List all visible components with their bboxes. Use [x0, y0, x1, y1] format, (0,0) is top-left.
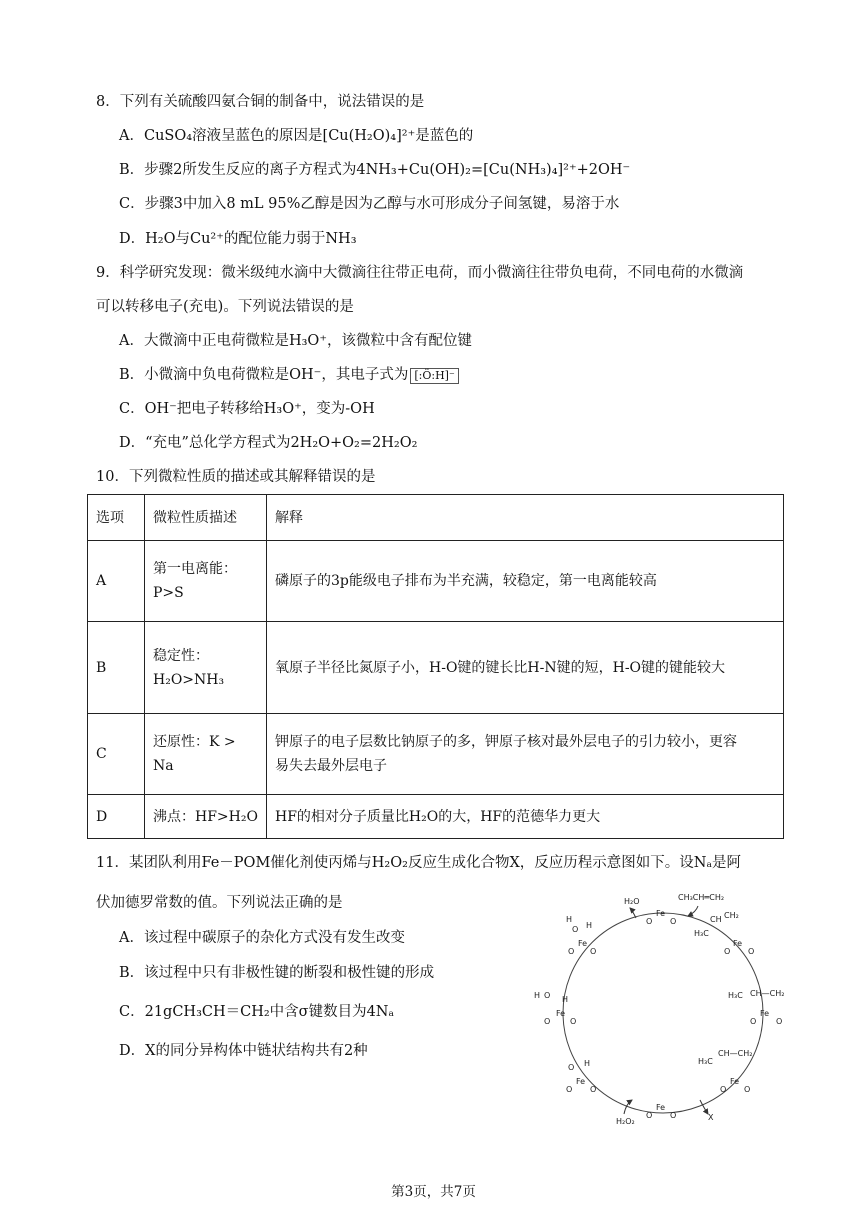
q11-option-a: A．该过程中碳原子的杂化方式没有发生改变: [119, 930, 405, 946]
svg-text:CH—CH₂: CH—CH₂: [750, 989, 785, 998]
fe-left: Fe: [556, 1009, 566, 1018]
q11-option-c: C．21gCH₃CH＝CH₂中含σ键数目为4Nₐ: [119, 1004, 395, 1020]
fe-lower-right: Fe: [730, 1077, 740, 1086]
row-option: C: [88, 714, 145, 795]
svg-text:O: O: [724, 947, 731, 956]
svg-text:O: O: [572, 925, 579, 934]
propene-label: CH₃CH═CH₂: [678, 893, 725, 902]
row-explanation: 磷原子的3p能级电子排布为半充满，较稳定，第一电离能较高: [267, 541, 784, 622]
row-description: 还原性：K > Na: [145, 714, 267, 795]
table-row: [88, 714, 784, 795]
svg-text:H: H: [586, 921, 593, 930]
svg-text:O: O: [646, 1111, 653, 1120]
svg-text:O: O: [590, 1085, 597, 1094]
fe-lower-left: Fe: [576, 1077, 586, 1086]
q9-option-d: D．“充电”总化学方程式为2H₂O+O₂=2H₂O₂: [119, 435, 418, 451]
svg-text:CH: CH: [710, 915, 722, 924]
row-option: A: [88, 541, 145, 622]
header-option: 选项: [88, 495, 145, 541]
svg-text:H: H: [566, 915, 573, 924]
q9-option-a: A．大微滴中正电荷微粒是H₃O⁺，该微粒中含有配位键: [119, 333, 472, 349]
table-row: [88, 622, 784, 714]
table-row: [88, 541, 784, 622]
q11-stem-line2: 伏加德罗常数的值。下列说法正确的是: [96, 895, 343, 911]
row-description: 稳定性： H₂O>NH₃: [145, 622, 267, 714]
table-header-row: [88, 495, 784, 541]
svg-text:O: O: [750, 1017, 757, 1026]
svg-text:O: O: [776, 1017, 783, 1026]
header-description: 微粒性质描述: [145, 495, 267, 541]
header-explanation: 解释: [267, 495, 784, 541]
row-explanation: HF的相对分子质量比H₂O的大，HF的范德华力更大: [267, 795, 784, 839]
q11-option-b: B．该过程中只有非极性键的断裂和极性键的形成: [119, 965, 435, 981]
table-row: [88, 795, 784, 839]
svg-text:O: O: [544, 991, 551, 1000]
q10-stem: 10．下列微粒性质的描述或其解释错误的是: [96, 469, 376, 485]
svg-text:H₃C: H₃C: [694, 929, 709, 938]
q10-table: [87, 494, 784, 839]
svg-text:O: O: [720, 1085, 727, 1094]
q8-stem: 8．下列有关硫酸四氨合铜的制备中，说法错误的是: [96, 94, 425, 110]
svg-text:O: O: [566, 1085, 573, 1094]
q9-option-b-text: B．小微滴中负电荷微粒是OH⁻，其电子式为: [119, 367, 409, 383]
svg-text:H₃C: H₃C: [698, 1057, 713, 1066]
page-footer: 第3页，共7页: [391, 1184, 476, 1200]
h2o2-label: H₂O₂: [616, 1117, 635, 1126]
q8-option-b: B．步骤2所发生反应的离子方程式为4NH₃+Cu(OH)₂=[Cu(NH₃)₄]²⁺+2OH⁻: [119, 162, 631, 178]
svg-text:O: O: [670, 1111, 677, 1120]
q9-option-b: [119, 365, 459, 385]
electron-formula: [:Ö:H]⁻: [410, 368, 458, 384]
svg-text:O: O: [544, 1017, 551, 1026]
row-option: D: [88, 795, 145, 839]
q8-option-a: A．CuSO₄溶液呈蓝色的原因是[Cu(H₂O)₄]²⁺是蓝色的: [119, 128, 474, 144]
reaction-cycle-diagram: [528, 888, 798, 1138]
fe-right: Fe: [760, 1009, 770, 1018]
row-explanation: 氧原子半径比氮原子小，H-O键的键长比H-N键的短，H-O键的键能较大: [267, 622, 784, 714]
svg-text:CH—CH₂: CH—CH₂: [718, 1049, 753, 1058]
product-x-label: X: [708, 1113, 714, 1122]
svg-text:O: O: [590, 947, 597, 956]
fe-bottom: Fe: [656, 1103, 666, 1112]
row-description: 第一电离能： P>S: [145, 541, 267, 622]
svg-text:H: H: [562, 995, 569, 1004]
q8-option-d: D．H₂O与Cu²⁺的配位能力弱于NH₃: [119, 231, 357, 247]
q11-stem-line1: 11．某团队利用Fe－POM催化剂使丙烯与H₂O₂反应生成化合物X，反应历程示意图如下。设Nₐ是阿: [96, 855, 742, 871]
cycle-species: [534, 893, 784, 1126]
svg-text:CH₂: CH₂: [724, 911, 739, 920]
svg-text:O: O: [568, 1063, 575, 1072]
fe-upper-left: Fe: [578, 939, 588, 948]
svg-text:O: O: [570, 1017, 577, 1026]
row-explanation: 钾原子的电子层数比钠原子的多，钾原子核对最外层电子的引力较小，更容 易失去最外层电子: [267, 714, 784, 795]
q9-stem-line1: 9．科学研究发现：微米级纯水滴中大微滴往往带正电荷，而小微滴往往带负电荷，不同电荷的水微滴: [96, 265, 744, 281]
svg-text:H₃C: H₃C: [728, 991, 743, 1000]
fe-upper-right: Fe: [733, 939, 743, 948]
svg-text:O: O: [670, 917, 677, 926]
fe-center-top: Fe: [656, 909, 666, 918]
q8-option-c: C．步骤3中加入8 mL 95%乙醇是因为乙醇与水可形成分子间氢键，易溶于水: [119, 196, 620, 212]
q9-stem-line2: 可以转移电子(充电)。下列说法错误的是: [96, 299, 354, 315]
q9-option-c: C．OH⁻把电子转移给H₃O⁺，变为-OH: [119, 401, 375, 417]
svg-text:H: H: [534, 991, 541, 1000]
svg-text:O: O: [748, 947, 755, 956]
svg-text:H: H: [584, 1059, 591, 1068]
svg-text:O: O: [646, 917, 653, 926]
svg-text:O: O: [744, 1085, 751, 1094]
row-description: 沸点：HF>H₂O: [145, 795, 267, 839]
q11-option-d: D．X的同分异构体中链状结构共有2种: [119, 1043, 368, 1059]
h2o-label: H₂O: [624, 897, 640, 906]
svg-text:O: O: [568, 947, 575, 956]
row-option: B: [88, 622, 145, 714]
